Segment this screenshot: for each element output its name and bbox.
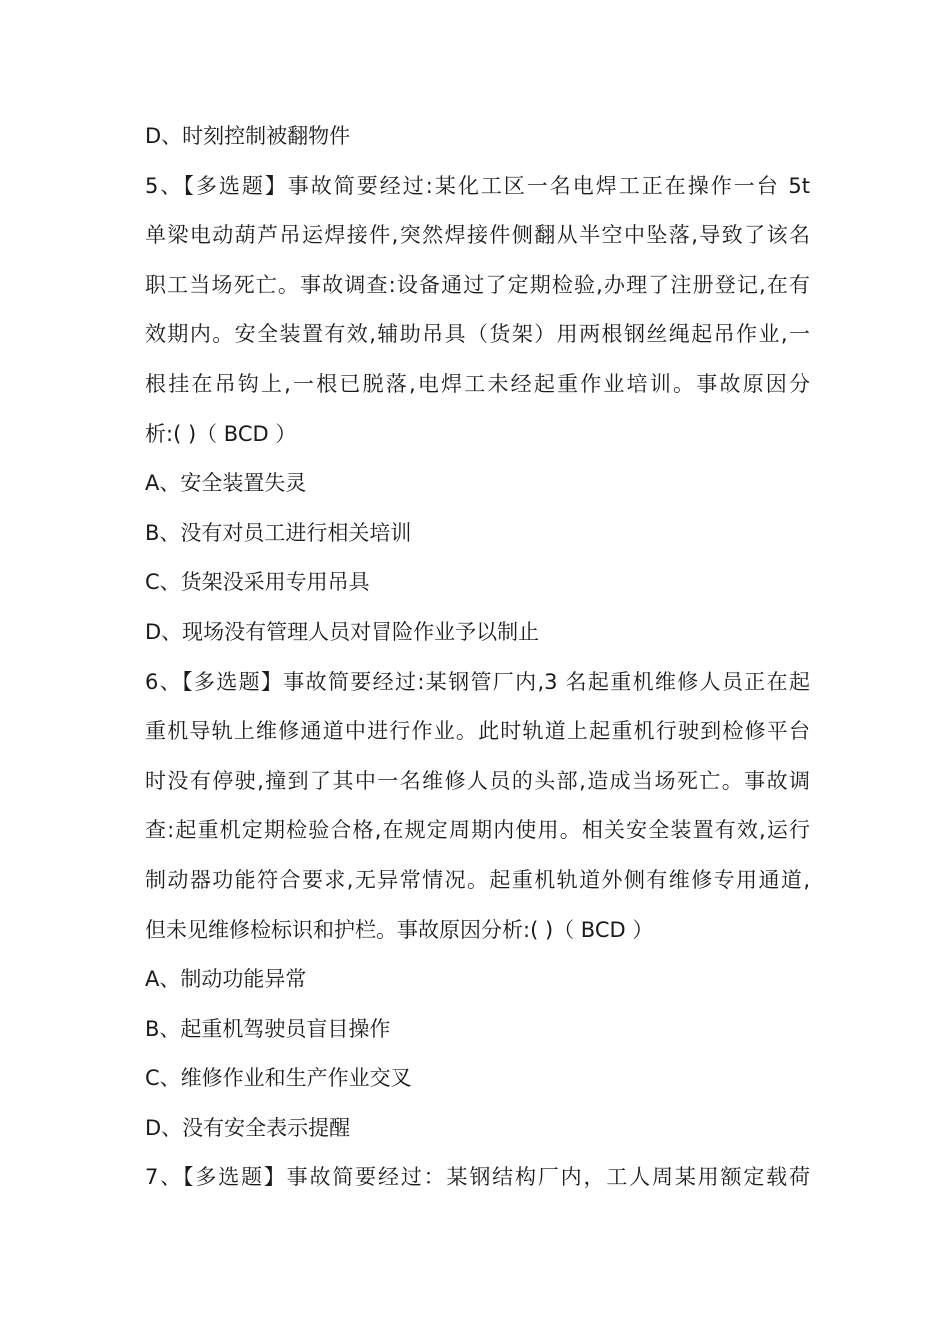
text-line-option-d-q4: D、时刻控制被翻物件 [145,124,351,148]
text-line-question-6: 6、【多选题】事故简要经过:某钢管厂内,3 名起重机维修人员正在起 [145,669,810,694]
text-line-option-d-q6: D、没有安全表示提醒 [145,1115,351,1140]
text-line: 单梁电动葫芦吊运焊接件,突然焊接件侧翻从半空中坠落,导致了该名 [145,223,810,248]
document-page [145,112,810,1203]
text-line-option-a-q6: A、制动功能异常 [145,967,307,992]
text-line: 查:起重机定期检验合格,在规定周期内使用。相关安全装置有效,运行 [145,818,810,843]
text-line: 时没有停驶,撞到了其中一名维修人员的头部,造成当场死亡。事故调 [145,768,810,793]
text-line-question-7: 7、【多选题】事故简要经过：某钢结构厂内，工人周某用额定载荷 [145,1165,810,1190]
text-line: 重机导轨上维修通道中进行作业。此时轨道上起重机行驶到检修平台 [145,719,810,744]
text-line-option-c-q6: C、维修作业和生产作业交叉 [145,1066,412,1091]
text-line: 根挂在吊钩上,一根已脱落,电焊工未经起重作业培训。事故原因分 [145,371,810,396]
text-line-answer-q6: 但未见维修检标识和护栏。事故原因分析:( )（ BCD ） [145,917,654,942]
text-line-option-b-q5: B、没有对员工进行相关培训 [145,520,412,545]
text-line: 制动器功能符合要求,无异常情况。起重机轨道外侧有维修专用通道, [145,867,810,892]
text-line-option-a-q5: A、安全装置失灵 [145,471,307,496]
text-line-option-c-q5: C、货架没采用专用吊具 [145,570,370,595]
text-line-option-b-q6: B、起重机驾驶员盲目操作 [145,1016,391,1041]
text-line-answer-q5: 析:( )（ BCD ） [145,421,297,446]
text-line-option-d-q5: D、现场没有管理人员对冒险作业予以制止 [145,619,540,644]
text-line: 效期内。安全装置有效,辅助吊具（货架）用两根钢丝绳起吊作业,一 [145,322,810,347]
text-line: 职工当场死亡。事故调查:设备通过了定期检验,办理了注册登记,在有 [145,272,810,297]
text-line-question-5: 5、【多选题】事故简要经过:某化工区一名电焊工正在操作一台 5t [145,173,810,198]
